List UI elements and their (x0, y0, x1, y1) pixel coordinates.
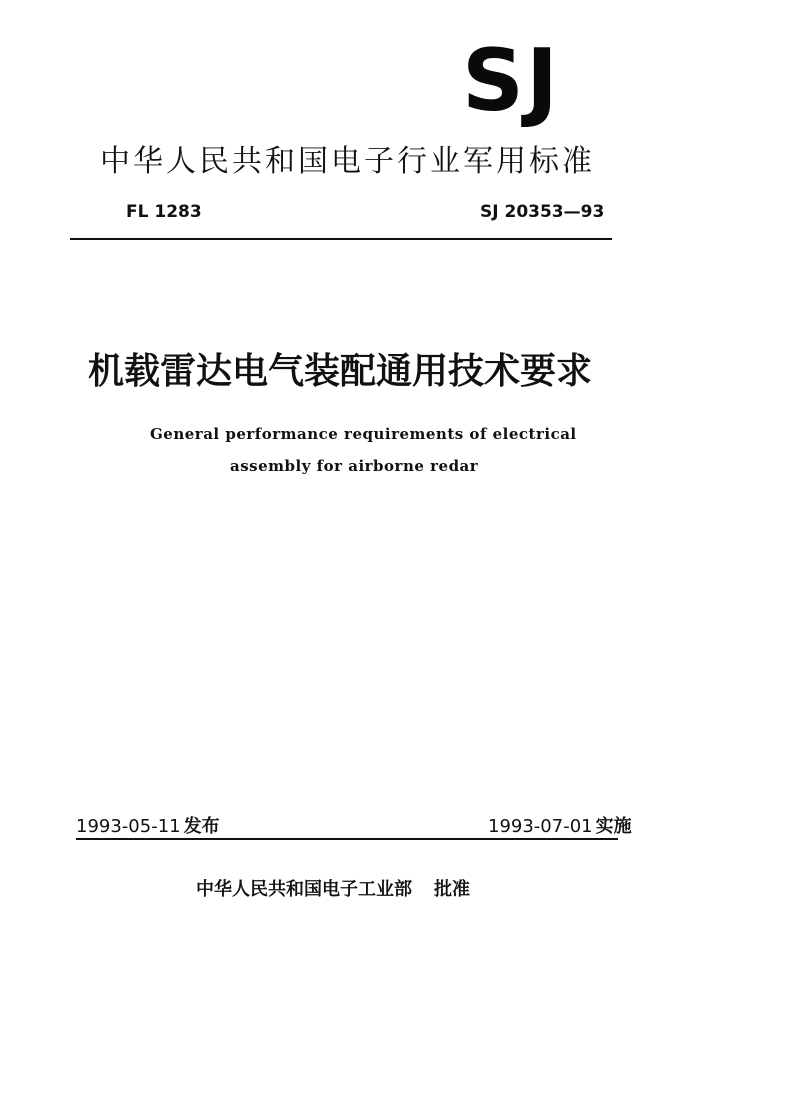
approval-label: 批准 (434, 879, 470, 900)
document-title-english-line1: General performance requirements of electrical (150, 425, 577, 443)
classification-code: FL 1283 (126, 202, 202, 222)
document-title-chinese: 机载雷达电气装配通用技术要求 (88, 351, 593, 392)
issue-date-block (76, 816, 220, 838)
footer-divider (76, 838, 618, 840)
standard-type-heading: 中华人民共和国电子行业军用标准 (100, 144, 595, 179)
issue-label: 发布 (183, 816, 220, 837)
effective-label: 实施 (595, 816, 632, 837)
issue-date: 1993-05-11 (76, 816, 181, 837)
standard-number: SJ 20353—93 (480, 202, 605, 222)
document-title-english-line2: assembly for airborne redar (230, 457, 479, 475)
approval-line (196, 878, 470, 902)
approval-authority: 中华人民共和国电子工业部 (196, 879, 412, 900)
effective-date: 1993-07-01 (488, 816, 593, 837)
sj-logo: SJ (462, 31, 560, 131)
effective-date-block (488, 816, 632, 838)
header-divider (70, 238, 612, 240)
